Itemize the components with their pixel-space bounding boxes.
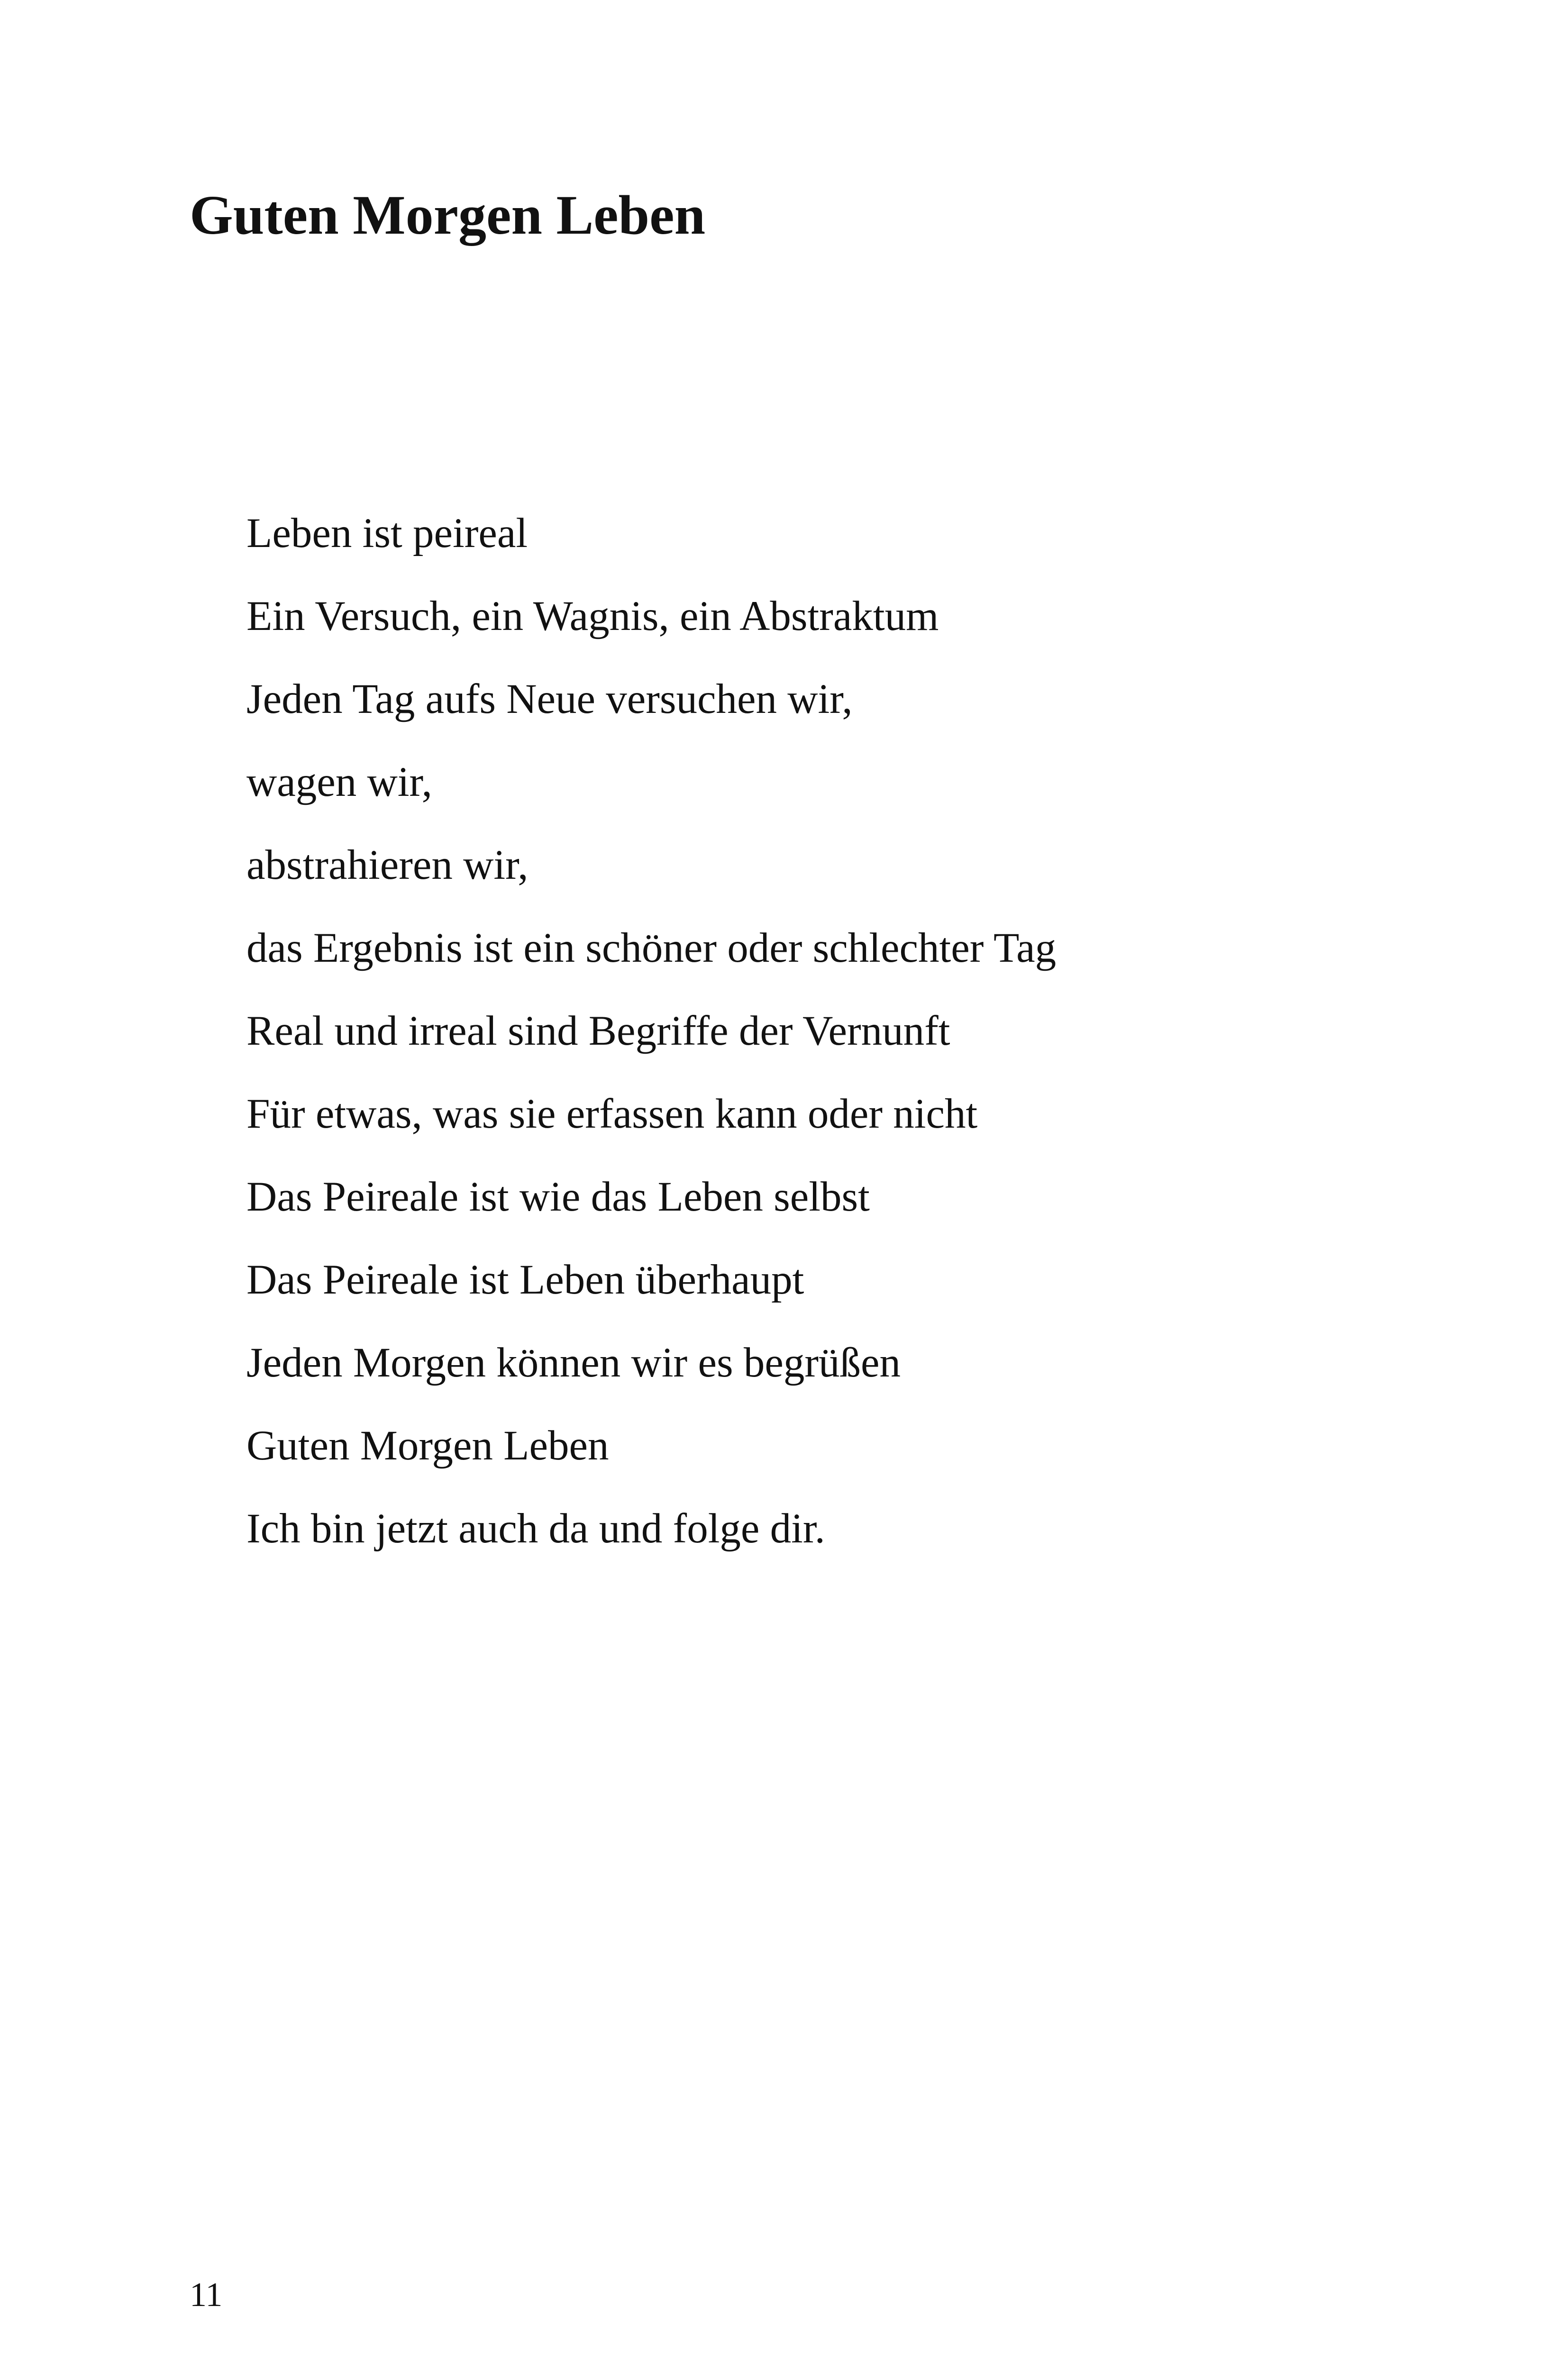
poem-line: abstrahieren wir, (246, 842, 529, 888)
poem-line: Real und irreal sind Begriffe der Vernunft (246, 1008, 950, 1054)
poem-line: Das Peireale ist wie das Leben selbst (246, 1174, 870, 1220)
page-number: 11 (190, 2276, 223, 2314)
poem-line: das Ergebnis ist ein schöner oder schlechter Tag (246, 925, 1057, 971)
poem-line: Jeden Tag aufs Neue versuchen wir, (246, 676, 853, 722)
poem-title: Guten Morgen Leben (190, 184, 706, 246)
poem-line: Ein Versuch, ein Wagnis, ein Abstraktum (246, 593, 939, 639)
poem-line: Das Peireale ist Leben überhaupt (246, 1257, 804, 1303)
poem-line: Jeden Morgen können wir es begrüßen (246, 1340, 901, 1386)
poem-line: wagen wir, (246, 759, 432, 805)
poem-line: Leben ist peireal (246, 510, 528, 556)
poem-line: Für etwas, was sie erfassen kann oder nicht (246, 1091, 978, 1137)
poem-body (246, 492, 1056, 1570)
poem-line: Guten Morgen Leben (246, 1422, 609, 1469)
poem-line: Ich bin jetzt auch da und folge dir. (246, 1505, 825, 1552)
